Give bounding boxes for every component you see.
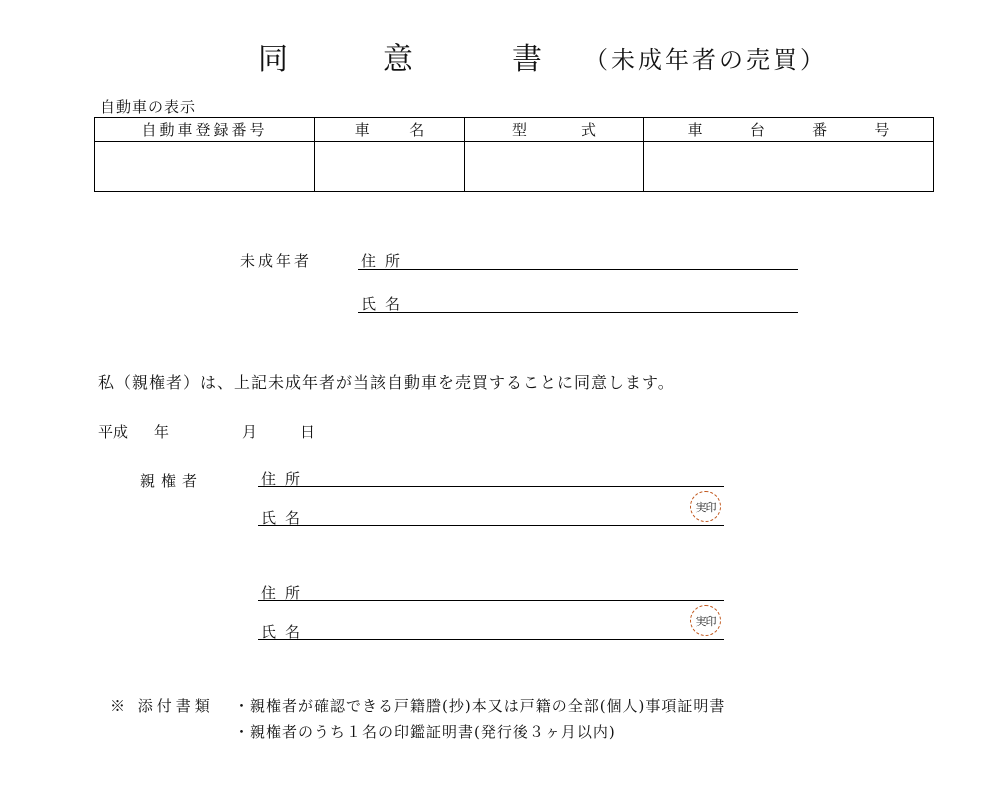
registration-number-cell[interactable] [95,142,315,192]
minor-address-field[interactable] [358,251,798,270]
guardian2-name-field[interactable] [258,621,724,640]
guardian2-name-label: 氏 名 [261,623,301,641]
document-subtitle: （未成年者の売買） [584,46,827,74]
guardian2-seal-mark: 実印 [690,605,721,636]
vehicle-table-entry-row [95,142,934,192]
date-day-label: 日 [300,423,316,441]
minor-name-field[interactable] [358,294,798,313]
title-char-2: 意 [383,42,415,77]
minor-address-label: 住 所 [361,252,401,270]
header-vehicle-name: 車 名 [315,118,465,142]
header-model: 型 式 [465,118,644,142]
guardian1-name-label: 氏 名 [261,509,301,527]
date-era: 平成 [98,423,129,441]
vehicle-table [94,117,934,192]
header-registration-number: 自動車登録番号 [95,118,315,142]
date-month-label: 月 [242,423,258,441]
vehicle-table-header-row [95,118,934,142]
minor-name-label: 氏 名 [361,295,401,313]
guardian2-address-field[interactable] [258,582,724,601]
guardian1-address-field[interactable] [258,468,724,487]
attachments-heading: ※ 添付書類 [110,697,214,715]
attachment-item-2: ・親権者のうち１名の印鑑証明書(発行後３ヶ月以内) [234,723,616,741]
consent-statement: 私（親権者）は、上記未成年者が当該自動車を売買することに同意します。 [98,373,675,392]
vehicle-section-label: 自動車の表示 [100,98,197,116]
vehicle-name-cell[interactable] [315,142,465,192]
guardian-label: 親権者 [140,472,204,490]
guardian1-seal-mark: 実印 [690,491,721,522]
guardian1-name-field[interactable] [258,507,724,526]
minor-label: 未成年者 [240,252,313,270]
date-year-label: 年 [154,423,170,441]
header-chassis-number: 車 台 番 号 [644,118,934,142]
title-char-1: 同 [258,42,290,77]
guardian1-address-label: 住 所 [261,470,301,488]
model-cell[interactable] [465,142,644,192]
title-char-3: 書 [512,42,544,77]
chassis-number-cell[interactable] [644,142,934,192]
guardian2-address-label: 住 所 [261,584,301,602]
attachment-item-1: ・親権者が確認できる戸籍謄(抄)本又は戸籍の全部(個人)事項証明書 [234,697,726,715]
